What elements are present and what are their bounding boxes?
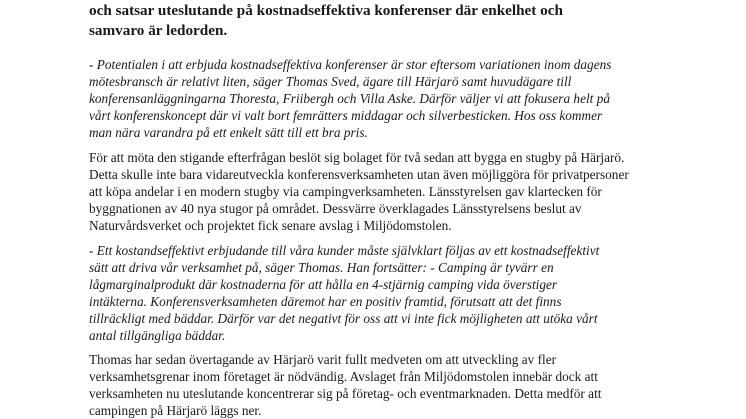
body-line: Thomas har sedan övertagande av Härjarö varit fullt medveten om att utveckling av fler	[89, 352, 557, 367]
quote-line: intäkterna. Konferensverksamheten däremot har en positiv framtid, förutsatt att det finns	[89, 294, 562, 309]
body-paragraph-1	[89, 149, 669, 234]
body-paragraph-2	[89, 351, 669, 419]
lead-line: och satsar uteslutande på kostnadseffektiva konferenser där enkelhet och	[89, 2, 563, 19]
quote-line: vårt konferenskoncept där vi valt bort femrätters middagar och silverbesticken. Hos oss kommer	[89, 108, 603, 123]
body-line: byggnationen av 40 nya stugor på området. Dessvärre överklagades Länsstyrelsens beslut av	[89, 201, 582, 216]
lead-paragraph	[89, 1, 669, 40]
body-line: verksamheten nu uteslutande koncentrerar sig på företag- och eventmarknaden. Detta medför att	[89, 386, 602, 401]
quote-line: - Potentialen i att erbjuda kostnadseffektiva konferenser är stor eftersom variationen inom dagens	[89, 57, 612, 72]
quote-paragraph-2	[89, 242, 669, 344]
quote-line: tillräckligt med bäddar. Därför var det negativt för oss att vi inte fick möjligheten att utöka vårt	[89, 311, 598, 326]
quote-line: man nära varandra på ett enkelt sätt till ett bra pris.	[89, 125, 368, 140]
lead-line: samvaro är ledorden.	[89, 21, 228, 39]
quote-line: - Ett kostandseffektivt erbjudande till våra kunder måste självklart följas av ett kostnadseffektivt	[89, 243, 600, 258]
quote-paragraph-1	[89, 56, 669, 141]
quote-line: antal tillgängliga bäddar.	[89, 328, 226, 343]
body-line: Naturvårdsverket och projektet fick senare avslag i Miljödomstolen.	[89, 218, 452, 233]
body-line: att köpa andelar i en modern stugby via campingverksamheten. Länsstyrelsen gav klartecken för	[89, 184, 602, 199]
quote-line: sätt att driva vår verksamhet på, säger Thomas. Han fortsätter: - Camping är tyvärr en	[89, 260, 554, 275]
quote-line: lågmarginalprodukt där kostnaderna för att hålla en 4-stjärnig camping vida överstiger	[89, 277, 558, 292]
body-line: campingen på Härjarö läggs ner.	[89, 403, 262, 418]
body-line: verksamhetsgrenar inom företaget är nödvändig. Avslaget från Miljödomstolen innebär dock att	[89, 369, 598, 384]
quote-line: mötesbransch är relativt liten, säger Thomas Sved, ägare till Härjarö samt huvudägare till	[89, 74, 572, 89]
quote-line: konferensanläggningarna Thoresta, Friibergh och Villa Aske. Därför väljer vi att fokusera helt på	[89, 91, 610, 106]
body-line: För att möta den stigande efterfrågan beslöt sig bolaget för två sedan att bygga en stugby på Härjarö.	[89, 150, 625, 165]
body-line: Detta skulle inte bara vidareutveckla konferensverksamheten utan även möjliggöra för privatpersoner	[89, 167, 629, 182]
